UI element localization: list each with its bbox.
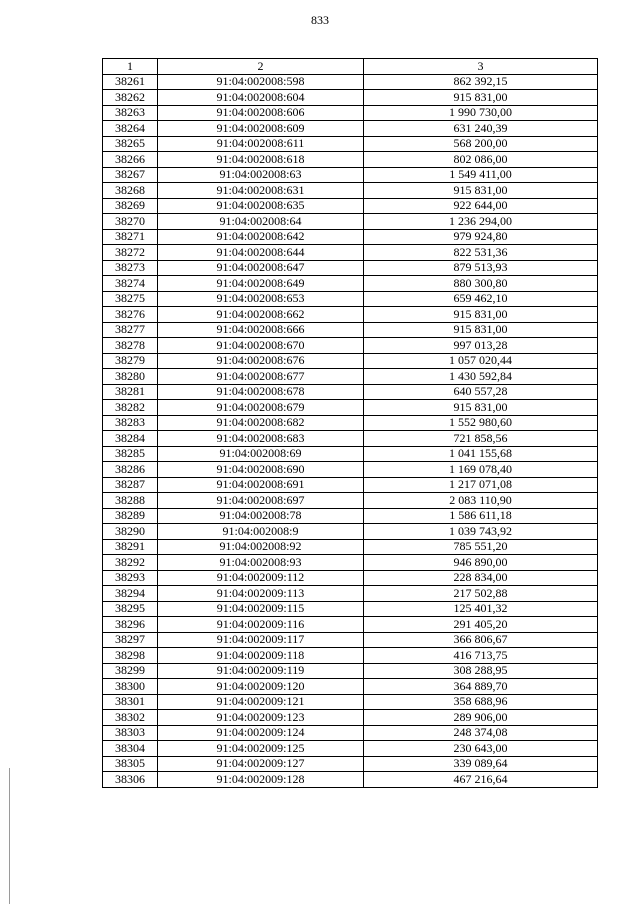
- value-cell: 416 713,75: [364, 648, 598, 664]
- cadastral-number-cell: 91:04:002008:677: [158, 369, 364, 385]
- row-number-cell: 38306: [103, 772, 158, 788]
- row-number-cell: 38268: [103, 183, 158, 199]
- table-row: [103, 74, 598, 90]
- value-cell: 291 405,20: [364, 617, 598, 633]
- row-number-cell: 38276: [103, 307, 158, 323]
- row-number-cell: 38275: [103, 291, 158, 307]
- cadastral-number-cell: 91:04:002008:92: [158, 539, 364, 555]
- value-cell: 217 502,88: [364, 586, 598, 602]
- table-row: [103, 384, 598, 400]
- value-cell: 997 013,28: [364, 338, 598, 354]
- value-cell: 125 401,32: [364, 601, 598, 617]
- cadastral-number-cell: 91:04:002009:119: [158, 663, 364, 679]
- row-number-cell: 38271: [103, 229, 158, 245]
- cadastral-number-cell: 91:04:002008:631: [158, 183, 364, 199]
- row-number-cell: 38303: [103, 725, 158, 741]
- cadastral-number-cell: 91:04:002008:644: [158, 245, 364, 261]
- value-cell: 308 288,95: [364, 663, 598, 679]
- cadastral-number-cell: 91:04:002008:678: [158, 384, 364, 400]
- cadastral-number-cell: 91:04:002009:118: [158, 648, 364, 664]
- table-row: [103, 570, 598, 586]
- table-row: [103, 183, 598, 199]
- table-row: [103, 617, 598, 633]
- value-cell: 364 889,70: [364, 679, 598, 695]
- cadastral-number-cell: 91:04:002008:666: [158, 322, 364, 338]
- row-number-cell: 38267: [103, 167, 158, 183]
- table-row: [103, 632, 598, 648]
- row-number-cell: 38278: [103, 338, 158, 354]
- table-row: [103, 415, 598, 431]
- value-cell: 1 169 078,40: [364, 462, 598, 478]
- cadastral-number-cell: 91:04:002008:64: [158, 214, 364, 230]
- value-cell: 631 240,39: [364, 121, 598, 137]
- row-number-cell: 38264: [103, 121, 158, 137]
- margin-line: [9, 768, 10, 904]
- table-row: [103, 555, 598, 571]
- value-cell: 915 831,00: [364, 90, 598, 106]
- value-cell: 1 549 411,00: [364, 167, 598, 183]
- table-row: [103, 663, 598, 679]
- table-row: [103, 601, 598, 617]
- cadastral-number-cell: 91:04:002009:121: [158, 694, 364, 710]
- value-cell: 2 083 110,90: [364, 493, 598, 509]
- value-cell: 366 806,67: [364, 632, 598, 648]
- cadastral-number-cell: 91:04:002008:618: [158, 152, 364, 168]
- value-cell: 915 831,00: [364, 183, 598, 199]
- row-number-cell: 38286: [103, 462, 158, 478]
- row-number-cell: 38302: [103, 710, 158, 726]
- cadastral-number-cell: 91:04:002008:647: [158, 260, 364, 276]
- table-row: [103, 741, 598, 757]
- table-row: [103, 90, 598, 106]
- page-number: 833: [311, 13, 329, 27]
- table-row: [103, 431, 598, 447]
- cadastral-number-cell: 91:04:002009:112: [158, 570, 364, 586]
- row-number-cell: 38281: [103, 384, 158, 400]
- row-number-cell: 38292: [103, 555, 158, 571]
- value-cell: 230 643,00: [364, 741, 598, 757]
- table-row: [103, 400, 598, 416]
- row-number-cell: 38297: [103, 632, 158, 648]
- table-row: [103, 725, 598, 741]
- table-row: [103, 353, 598, 369]
- table-row: [103, 276, 598, 292]
- cadastral-number-cell: 91:04:002008:93: [158, 555, 364, 571]
- column-header-1: 1: [103, 59, 158, 75]
- value-cell: 358 688,96: [364, 694, 598, 710]
- row-number-cell: 38304: [103, 741, 158, 757]
- row-number-cell: 38269: [103, 198, 158, 214]
- value-cell: 862 392,15: [364, 74, 598, 90]
- value-cell: 248 374,08: [364, 725, 598, 741]
- row-number-cell: 38262: [103, 90, 158, 106]
- cadastral-number-cell: 91:04:002008:670: [158, 338, 364, 354]
- table-row: [103, 648, 598, 664]
- cadastral-number-cell: 91:04:002008:609: [158, 121, 364, 137]
- cadastral-number-cell: 91:04:002009:113: [158, 586, 364, 602]
- table-row: [103, 198, 598, 214]
- value-cell: 1 430 592,84: [364, 369, 598, 385]
- cadastral-number-cell: 91:04:002008:69: [158, 446, 364, 462]
- value-cell: 915 831,00: [364, 322, 598, 338]
- cadastral-number-cell: 91:04:002008:653: [158, 291, 364, 307]
- row-number-cell: 38294: [103, 586, 158, 602]
- cadastral-number-cell: 91:04:002009:128: [158, 772, 364, 788]
- cadastral-number-cell: 91:04:002009:120: [158, 679, 364, 695]
- table-row: [103, 524, 598, 540]
- cadastral-number-cell: 91:04:002008:691: [158, 477, 364, 493]
- column-header-2: 2: [158, 59, 364, 75]
- cadastral-number-cell: 91:04:002009:123: [158, 710, 364, 726]
- table-row: [103, 446, 598, 462]
- cadastral-number-cell: 91:04:002008:683: [158, 431, 364, 447]
- value-cell: 915 831,00: [364, 400, 598, 416]
- row-number-cell: 38265: [103, 136, 158, 152]
- value-cell: 1 041 155,68: [364, 446, 598, 462]
- row-number-cell: 38290: [103, 524, 158, 540]
- table-row: [103, 369, 598, 385]
- row-number-cell: 38274: [103, 276, 158, 292]
- value-cell: 568 200,00: [364, 136, 598, 152]
- value-cell: 339 089,64: [364, 756, 598, 772]
- cadastral-number-cell: 91:04:002009:116: [158, 617, 364, 633]
- cadastral-number-cell: 91:04:002008:649: [158, 276, 364, 292]
- row-number-cell: 38270: [103, 214, 158, 230]
- value-cell: 659 462,10: [364, 291, 598, 307]
- table-row: [103, 508, 598, 524]
- cadastral-number-cell: 91:04:002008:635: [158, 198, 364, 214]
- table-row: [103, 539, 598, 555]
- row-number-cell: 38282: [103, 400, 158, 416]
- table-row: [103, 260, 598, 276]
- table-row: [103, 694, 598, 710]
- cadastral-number-cell: 91:04:002009:117: [158, 632, 364, 648]
- row-number-cell: 38280: [103, 369, 158, 385]
- cadastral-number-cell: 91:04:002008:679: [158, 400, 364, 416]
- cadastral-number-cell: 91:04:002008:690: [158, 462, 364, 478]
- cadastral-number-cell: 91:04:002008:662: [158, 307, 364, 323]
- row-number-cell: 38288: [103, 493, 158, 509]
- cadastral-number-cell: 91:04:002008:63: [158, 167, 364, 183]
- table-row: [103, 307, 598, 323]
- table-row: [103, 167, 598, 183]
- table-row: [103, 710, 598, 726]
- row-number-cell: 38301: [103, 694, 158, 710]
- value-cell: 880 300,80: [364, 276, 598, 292]
- row-number-cell: 38284: [103, 431, 158, 447]
- table-row: [103, 105, 598, 121]
- value-cell: 721 858,56: [364, 431, 598, 447]
- table-row: [103, 121, 598, 137]
- value-cell: 979 924,80: [364, 229, 598, 245]
- value-cell: 1 236 294,00: [364, 214, 598, 230]
- value-cell: 289 906,00: [364, 710, 598, 726]
- table-row: [103, 291, 598, 307]
- row-number-cell: 38287: [103, 477, 158, 493]
- value-cell: 1 217 071,08: [364, 477, 598, 493]
- table-row: [103, 462, 598, 478]
- value-cell: 802 086,00: [364, 152, 598, 168]
- row-number-cell: 38273: [103, 260, 158, 276]
- row-number-cell: 38285: [103, 446, 158, 462]
- value-cell: 640 557,28: [364, 384, 598, 400]
- cadastral-number-cell: 91:04:002009:115: [158, 601, 364, 617]
- row-number-cell: 38296: [103, 617, 158, 633]
- table-row: [103, 245, 598, 261]
- value-cell: 879 513,93: [364, 260, 598, 276]
- row-number-cell: 38279: [103, 353, 158, 369]
- row-number-cell: 38283: [103, 415, 158, 431]
- row-number-cell: 38305: [103, 756, 158, 772]
- table-row: [103, 229, 598, 245]
- table-row: [103, 152, 598, 168]
- value-cell: 228 834,00: [364, 570, 598, 586]
- value-cell: 1 552 980,60: [364, 415, 598, 431]
- row-number-cell: 38300: [103, 679, 158, 695]
- value-cell: 467 216,64: [364, 772, 598, 788]
- value-cell: 1 057 020,44: [364, 353, 598, 369]
- row-number-cell: 38293: [103, 570, 158, 586]
- value-cell: 922 644,00: [364, 198, 598, 214]
- table-row: [103, 772, 598, 788]
- row-number-cell: 38289: [103, 508, 158, 524]
- value-cell: 946 890,00: [364, 555, 598, 571]
- table-row: [103, 586, 598, 602]
- row-number-cell: 38277: [103, 322, 158, 338]
- value-cell: 822 531,36: [364, 245, 598, 261]
- row-number-cell: 38261: [103, 74, 158, 90]
- table-row: [103, 338, 598, 354]
- cadastral-number-cell: 91:04:002009:127: [158, 756, 364, 772]
- header-row: [103, 59, 598, 75]
- cadastral-number-cell: 91:04:002008:78: [158, 508, 364, 524]
- value-cell: 915 831,00: [364, 307, 598, 323]
- row-number-cell: 38291: [103, 539, 158, 555]
- cadastral-number-cell: 91:04:002008:606: [158, 105, 364, 121]
- row-number-cell: 38298: [103, 648, 158, 664]
- row-number-cell: 38299: [103, 663, 158, 679]
- table-header: [103, 59, 598, 75]
- row-number-cell: 38263: [103, 105, 158, 121]
- table-body: [103, 74, 598, 787]
- value-cell: 785 551,20: [364, 539, 598, 555]
- table-row: [103, 136, 598, 152]
- cadastral-number-cell: 91:04:002008:682: [158, 415, 364, 431]
- cadastral-number-cell: 91:04:002008:611: [158, 136, 364, 152]
- column-header-3: 3: [364, 59, 598, 75]
- row-number-cell: 38272: [103, 245, 158, 261]
- table-row: [103, 679, 598, 695]
- row-number-cell: 38266: [103, 152, 158, 168]
- cadastral-number-cell: 91:04:002008:697: [158, 493, 364, 509]
- cadastral-number-cell: 91:04:002008:676: [158, 353, 364, 369]
- cadastral-number-cell: 91:04:002008:604: [158, 90, 364, 106]
- value-cell: 1 039 743,92: [364, 524, 598, 540]
- cadastral-number-cell: 91:04:002008:9: [158, 524, 364, 540]
- value-cell: 1 586 611,18: [364, 508, 598, 524]
- cadastre-table: [102, 58, 598, 788]
- cadastral-number-cell: 91:04:002009:124: [158, 725, 364, 741]
- table-row: [103, 756, 598, 772]
- value-cell: 1 990 730,00: [364, 105, 598, 121]
- row-number-cell: 38295: [103, 601, 158, 617]
- table-row: [103, 493, 598, 509]
- table-row: [103, 477, 598, 493]
- cadastral-number-cell: 91:04:002009:125: [158, 741, 364, 757]
- table-row: [103, 322, 598, 338]
- cadastral-number-cell: 91:04:002008:642: [158, 229, 364, 245]
- table-row: [103, 214, 598, 230]
- cadastral-number-cell: 91:04:002008:598: [158, 74, 364, 90]
